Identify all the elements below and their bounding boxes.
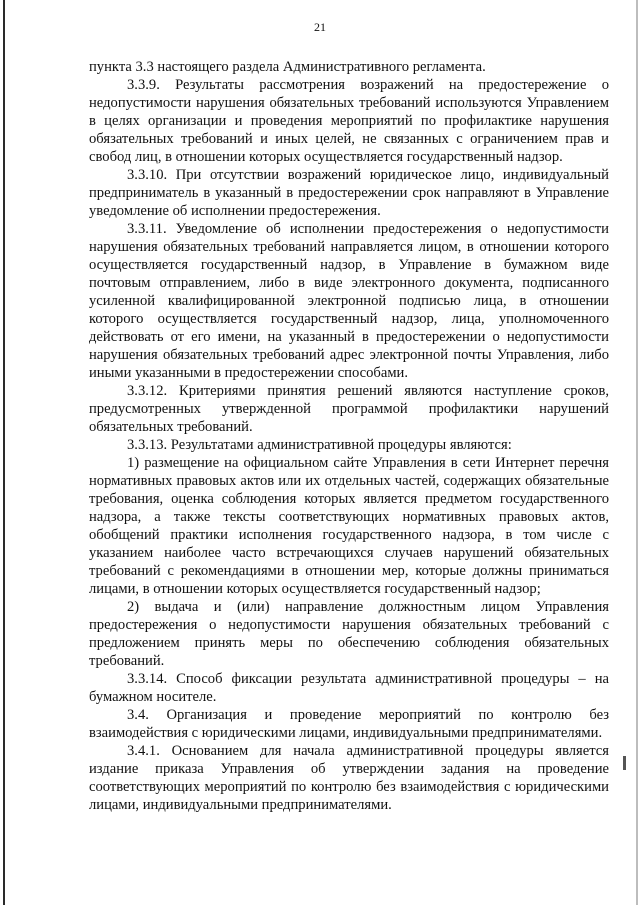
paragraph-3-4-1: 3.4.1. Основанием для начала административной процедуры является издание приказа Управления об утверждении задания на проведение соответствующих мероприятий по контролю без взаимодействия с юридическими лицами, индивидуальными предпринимателями. — [89, 743, 609, 813]
list-item-1: 1) размещение на официальном сайте Управления в сети Интернет перечня нормативных правовых актов или их отдельных частей, содержащих обязательные требования, оценка соблюдения которых является предметом государственного надзора, а также тексты соответствующих нормативных правовых актов, обобщений практики исполнения государственного надзора, в том числе с указанием наиболее часто встречающихся случаев нарушений обязательных требований с рекомендациями в отношении мер, которые должны приниматься лицами, в отношении которых осуществляется государственный надзор; — [89, 455, 609, 597]
paragraph-3-3-12: 3.3.12. Критериями принятия решений являются наступление сроков, предусмотренных утвержденной программой профилактики нарушений обязательных требований. — [89, 383, 609, 435]
paragraph-continuation: пункта 3.3 настоящего раздела Административного регламента. — [89, 59, 486, 75]
scan-left-edge — [3, 0, 5, 905]
scan-margin-mark — [623, 756, 626, 770]
paragraph-3-4: 3.4. Организация и проведение мероприятий по контролю без взаимодействия с юридическими лицами, индивидуальными предпринимателями. — [89, 707, 609, 741]
document-body — [89, 58, 609, 814]
paragraph-3-3-14: 3.3.14. Способ фиксации результата административной процедуры – на бумажном носителе. — [89, 671, 609, 705]
paragraph-3-3-9: 3.3.9. Результаты рассмотрения возражений на предостережение о недопустимости нарушения обязательных требований используются Управлением в целях организации и проведения мероприятий по профилактике нарушения обязательных требований и иных целей, не связанных с ограничением прав и свобод лиц, в отношении которых осуществляется государственный надзор. — [89, 77, 609, 165]
paragraph-3-3-10: 3.3.10. При отсутствии возражений юридическое лицо, индивидуальный предприниматель в указанный в предостережении срок направляют в Управление уведомление об исполнении предостережения. — [89, 167, 609, 219]
list-item-2: 2) выдача и (или) направление должностным лицом Управления предостережения о недопустимости нарушения обязательных требований с предложением принять меры по обеспечению соблюдения обязательных требований. — [89, 599, 609, 669]
paragraph-3-3-11: 3.3.11. Уведомление об исполнении предостережения о недопустимости нарушения обязательных требований направляется лицом, в отношении которого осуществляется государственный надзор, в Управление в бумажном виде почтовым отправлением, либо в виде электронного документа, подписанного усиленной квалифицированной электронной подписью лица, в отношении которого осуществляется государственный надзор, лица, уполномоченного действовать от его имени, на указанный в предостережении о недопустимости нарушения обязательных требований адрес электронной почты Управления, либо иными указанными в предостережении способами. — [89, 221, 609, 381]
scan-right-edge — [636, 0, 638, 905]
page-number: 21 — [314, 20, 326, 34]
paragraph-3-3-13: 3.3.13. Результатами административной процедуры являются: — [127, 437, 512, 453]
